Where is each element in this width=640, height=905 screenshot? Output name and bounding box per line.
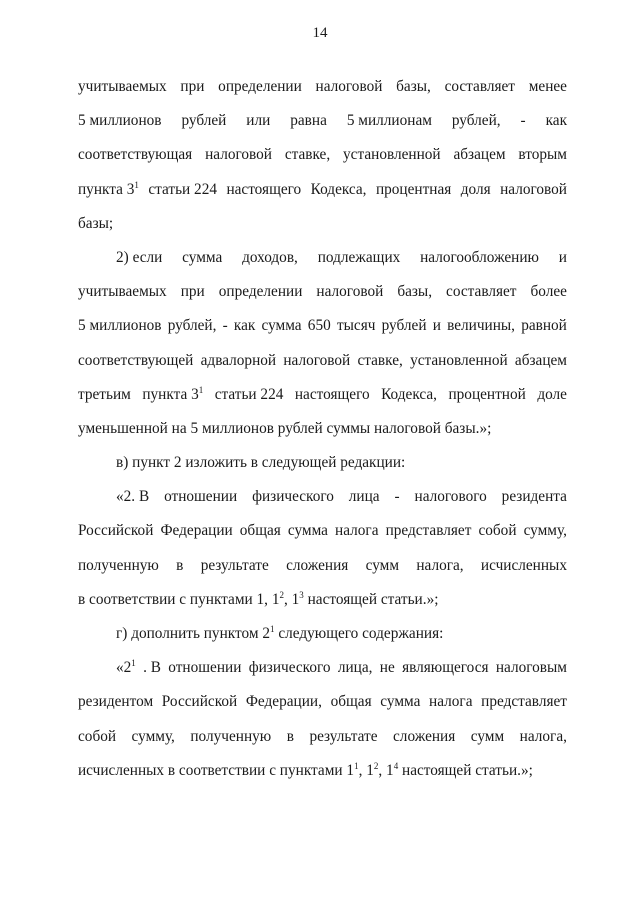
text-line <box>78 651 567 685</box>
word: рублей, <box>167 317 217 335</box>
word: являющегося <box>402 659 489 677</box>
superscript: 2 <box>373 760 379 771</box>
word: налога <box>429 693 473 711</box>
word: отношении <box>164 488 238 506</box>
word: лица <box>348 488 380 506</box>
page-number: 14 <box>312 25 328 41</box>
word: учитываемых <box>78 283 167 301</box>
word: статьи 224 <box>214 385 284 403</box>
word: вторым <box>518 146 567 164</box>
word: менее <box>528 78 567 95</box>
word: сложения <box>286 556 349 574</box>
text-segment: , <box>358 761 367 779</box>
word: третьим <box>78 385 131 403</box>
word: в <box>176 556 184 574</box>
word: 5 миллионов <box>78 112 162 130</box>
word: сумм <box>365 556 400 574</box>
word: резидентом <box>78 693 154 711</box>
word: результате <box>309 727 378 745</box>
word: . В <box>143 659 161 677</box>
text-segment: в соответствии с пунктами 1, <box>78 590 272 608</box>
word: соответствующей <box>78 351 194 369</box>
word: - <box>394 488 400 506</box>
word: определении <box>218 283 303 301</box>
word: результате <box>200 556 269 574</box>
word <box>142 378 203 412</box>
superscript: 1 <box>134 179 139 190</box>
word: ставке, <box>284 146 331 164</box>
word: 5 миллионов <box>78 317 162 335</box>
text-line <box>78 720 567 754</box>
text-line <box>78 514 567 548</box>
text-line <box>78 70 567 104</box>
word: полученную <box>190 727 272 745</box>
word: налоговой <box>315 78 383 95</box>
text-segment: 1 <box>366 761 374 779</box>
text-segment: настоящей статьи.»; <box>303 590 439 608</box>
word: рублей, <box>451 112 501 130</box>
word: резидента <box>501 488 567 506</box>
word-base: пункта 3 <box>142 385 199 403</box>
word: настоящего <box>294 385 370 403</box>
text-line <box>78 378 567 412</box>
word: налоговой <box>500 180 567 198</box>
word: исчисленных <box>480 556 567 574</box>
word: собой <box>478 522 517 540</box>
word: базы, <box>396 78 431 95</box>
text-line <box>78 207 567 241</box>
word: «2. В <box>116 488 150 506</box>
word: сумма <box>287 522 328 540</box>
text-segment: 1 <box>271 590 280 608</box>
text-run <box>78 754 533 788</box>
word: сумм <box>470 727 505 745</box>
word: ставке, <box>357 351 403 369</box>
word: Кодекса, <box>381 385 437 403</box>
text-line <box>78 549 567 583</box>
word: установленной <box>410 351 508 369</box>
body-text <box>78 70 567 788</box>
word: собой <box>78 727 117 745</box>
text-run <box>78 412 491 446</box>
text-segment: настоящей статьи.»; <box>398 761 533 779</box>
word: как <box>545 112 567 130</box>
word: представляет <box>481 693 567 711</box>
word: доходов, <box>242 248 298 266</box>
text-line <box>78 754 567 788</box>
superscript: 4 <box>393 760 399 771</box>
text-segment: 1 <box>346 761 355 779</box>
word: налога <box>335 522 379 540</box>
text-segment: следующего содержания: <box>274 625 444 642</box>
word: абзацем <box>514 351 567 369</box>
text-segment: уменьшенной на 5 миллионов рублей суммы налоговой базы.»; <box>78 419 492 437</box>
superscript: 1 <box>131 658 136 669</box>
superscript: 1 <box>270 624 275 634</box>
word: базы, <box>397 283 433 301</box>
word: - <box>222 317 228 335</box>
text-line <box>78 583 567 617</box>
text-segment: 1 <box>386 761 394 779</box>
text-segment: базы; <box>78 214 114 232</box>
word <box>116 651 136 685</box>
word: лица, <box>337 659 373 677</box>
word: равной <box>521 317 567 335</box>
text-run <box>78 207 113 241</box>
word: настоящего <box>226 180 302 198</box>
superscript: 3 <box>299 589 304 600</box>
word: 650 <box>307 317 331 335</box>
word <box>78 173 139 207</box>
word-base: пункта 3 <box>78 180 135 198</box>
text-line <box>78 173 567 207</box>
word: и <box>432 317 441 335</box>
word: физического <box>252 488 334 506</box>
word: адвалорной <box>200 351 277 369</box>
word: абзацем <box>453 146 506 164</box>
word: полученную <box>78 556 159 574</box>
word: налога, <box>416 556 464 574</box>
word: налога, <box>519 727 567 745</box>
word: процентная <box>375 180 452 198</box>
word: не <box>379 659 395 677</box>
text-line <box>78 617 567 651</box>
word: Кодекса, <box>310 180 367 198</box>
word: налоговой <box>283 351 351 369</box>
word: определении <box>218 78 302 95</box>
word: сумма <box>182 248 223 266</box>
text-line <box>78 138 567 172</box>
text-line <box>78 412 567 446</box>
word: сумма <box>261 317 302 335</box>
superscript: 1 <box>198 384 204 395</box>
word: статьи 224 <box>148 180 217 198</box>
word: Российской <box>78 522 154 540</box>
word: в <box>286 727 294 745</box>
superscript: 1 <box>354 760 359 771</box>
word-base: «2 <box>116 659 132 677</box>
word: общая <box>330 693 372 711</box>
word: доля <box>460 180 491 198</box>
word: сумма <box>380 693 421 711</box>
superscript: 2 <box>279 589 284 600</box>
word: физического <box>248 659 331 677</box>
word: сумму, <box>131 727 175 745</box>
word: процентной <box>448 385 526 403</box>
text-line <box>78 446 567 480</box>
text-line <box>78 685 567 719</box>
word: равна <box>290 112 327 130</box>
word: налоговой <box>316 283 384 301</box>
word: рублей <box>181 112 227 130</box>
text-run <box>116 446 405 480</box>
word: рублей <box>381 317 427 335</box>
word: Российской <box>161 693 238 711</box>
text-run <box>78 583 438 617</box>
text-segment: в) пункт 2 изложить в следующей редакции: <box>116 454 406 472</box>
text-line <box>78 480 567 514</box>
text-line <box>78 309 567 343</box>
word: Федерации, <box>245 693 322 711</box>
text-segment: г) дополнить пунктом 2 <box>116 625 270 642</box>
word: налогообложению <box>420 248 539 266</box>
word: - <box>520 112 526 130</box>
text-line <box>78 344 567 378</box>
word: составляет <box>446 283 517 301</box>
word: 2) если <box>116 248 163 266</box>
word: при <box>180 283 205 301</box>
text-line <box>78 275 567 309</box>
text-segment: , <box>283 590 292 608</box>
word: сумму, <box>523 522 567 540</box>
word: представляет <box>385 522 472 540</box>
word: отношении <box>168 659 242 677</box>
word: 5 миллионам <box>346 112 432 130</box>
text-segment: 1 <box>291 590 300 608</box>
text-segment: исчисленных в соответствии с пунктами <box>78 761 347 779</box>
word: сложения <box>393 727 456 745</box>
text-segment: , <box>378 761 387 779</box>
word: и <box>558 248 567 266</box>
word: при <box>180 78 205 95</box>
word: величины, <box>447 317 515 335</box>
word: общая <box>239 522 281 540</box>
word: подлежащих <box>317 248 401 266</box>
word: тысяч <box>336 317 376 335</box>
text-run <box>116 617 443 651</box>
word: как <box>233 317 256 335</box>
word: соответствующая <box>78 146 193 164</box>
text-line <box>78 104 567 138</box>
word: учитываемых <box>78 78 167 95</box>
word: налогового <box>414 488 487 506</box>
word: налоговой <box>205 146 272 164</box>
word: или <box>246 112 271 130</box>
text-line <box>78 241 567 275</box>
word: Федерации <box>160 522 233 540</box>
word: более <box>530 283 567 301</box>
word: доле <box>537 385 567 403</box>
word: установленной <box>343 146 441 164</box>
word: налоговым <box>495 659 567 677</box>
word: составляет <box>444 78 515 95</box>
